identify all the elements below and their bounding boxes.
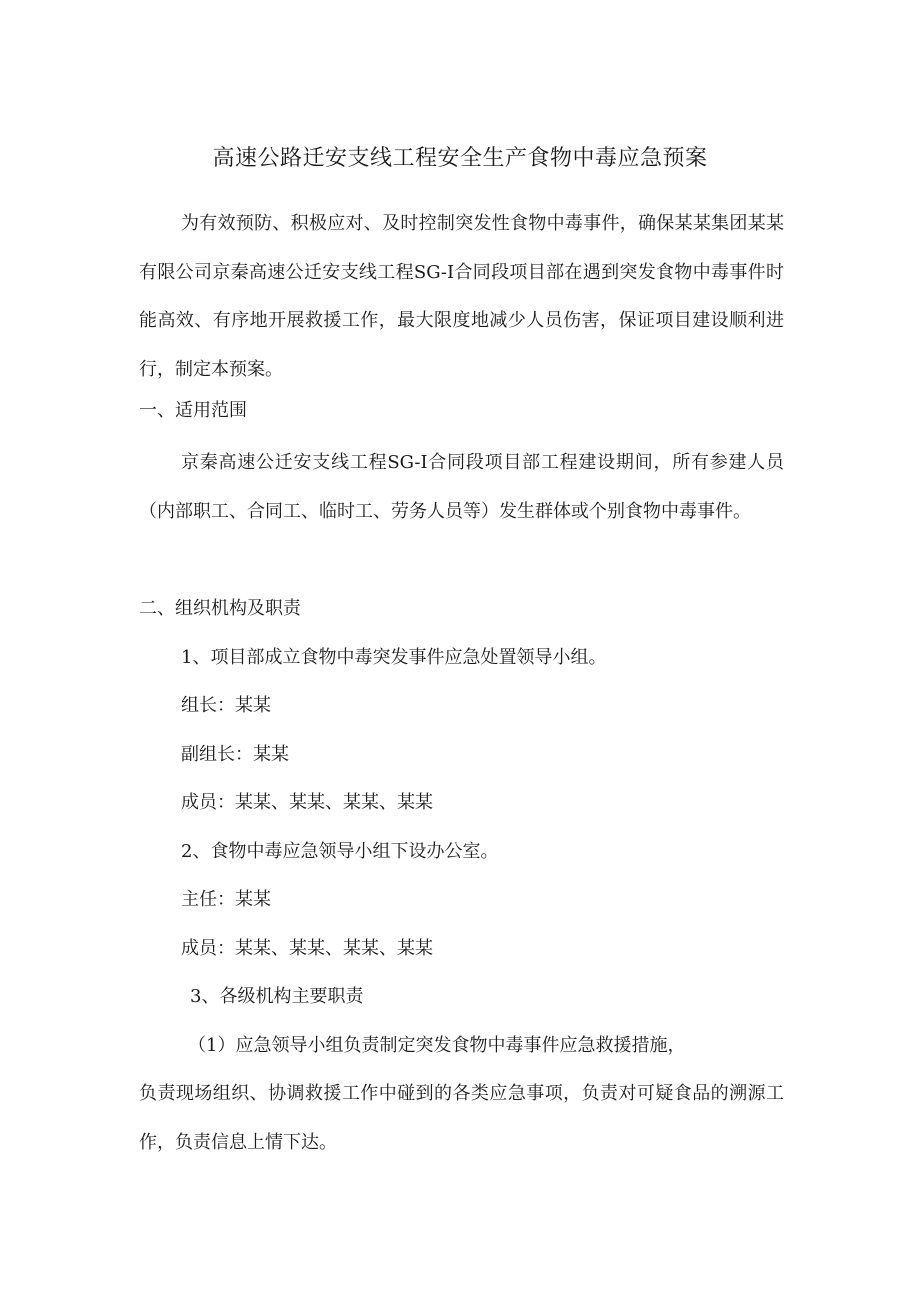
duty1-first-line: （1）应急领导小组负责制定突发食物中毒事件应急救援措施， bbox=[188, 1035, 686, 1056]
members2-line: 成员：某某、某某、某某、某某 bbox=[181, 938, 433, 959]
director-line: 主任：某某 bbox=[181, 889, 271, 910]
section2-heading: 二、组织机构及职责 bbox=[139, 598, 301, 619]
deputy-leader-line: 副组长：某某 bbox=[181, 744, 289, 765]
item2-text: 2、食物中毒应急领导小组下设办公室。 bbox=[181, 841, 499, 862]
members1-line: 成员：某某、某某、某某、某某 bbox=[181, 792, 433, 813]
item1-text: 1、项目部成立食物中毒突发事件应急处置领导小组。 bbox=[181, 647, 607, 668]
leader-line: 组长：某某 bbox=[181, 695, 271, 716]
document-title: 高速公路迁安支线工程安全生产食物中毒应急预案 bbox=[212, 146, 708, 171]
section1-heading: 一、适用范围 bbox=[139, 400, 247, 421]
duty1-rest-paragraph: 负责现场组织、协调救援工作中碰到的各类应急事项，负责对可疑食品的溯源工作，负责信息上情下达。 bbox=[139, 1083, 784, 1153]
section1-body: 京秦高速公迁安支线工程SG-I合同段项目部工程建设期间，所有参建人员（内部职工、合同工、临时工、劳务人员等）发生群体或个别食物中毒事件。 bbox=[139, 452, 784, 522]
intro-paragraph: 为有效预防、积极应对、及时控制突发性食物中毒事件，确保某某集团某某有限公司京秦高速公迁安支线工程SG-I合同段项目部在遇到突发食物中毒事件时能高效、有序地开展救援工作，最大限度地减少人员伤害，保证项目建设顺利进行，制定本预案。 bbox=[139, 213, 784, 380]
item3-text: 3、各级机构主要职责 bbox=[190, 986, 364, 1007]
